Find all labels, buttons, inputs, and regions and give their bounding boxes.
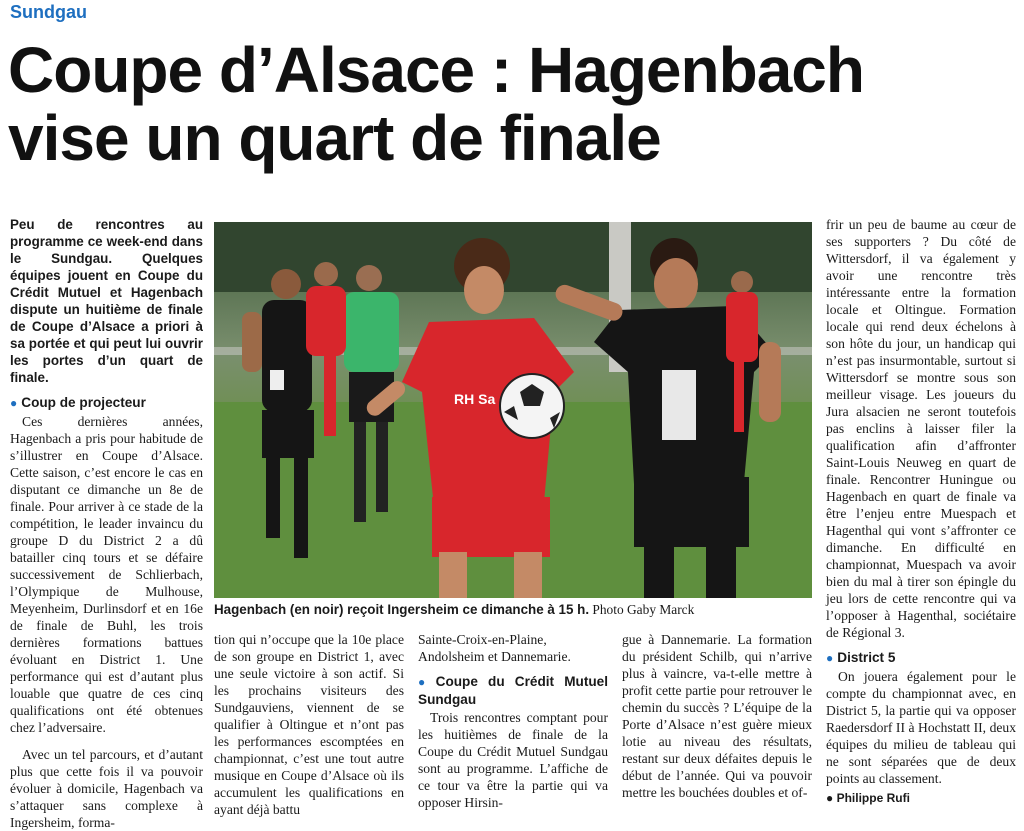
match-photo — [214, 222, 812, 598]
paragraph: On jouera également pour le compte du championnat avec, en District 5, la partie qui va opposer Raedersdorf II à Hochstatt II, deux équipes du milieu de tableau qui ne sont séparées que de deux points au classement. — [826, 669, 1016, 786]
headline-line-1: Coupe d’Alsace : Hagenbach — [8, 34, 864, 106]
headline-line-2: vise un quart de finale — [8, 102, 661, 174]
column-2 — [214, 631, 404, 818]
paragraph: Sainte-Croix-en-Plaine, Andolsheim et Dannemarie. — [418, 632, 571, 664]
section-label: Sundgau — [10, 2, 87, 22]
jersey-text: RH Sa — [454, 391, 496, 407]
subheading-coup-de-projecteur: ● Coup de projecteur — [10, 395, 146, 410]
photo-credit: Photo Gaby Marck — [592, 602, 695, 617]
author: ● Philippe Rufi — [826, 791, 910, 805]
subheading-coupe-credit-mutuel: ● Coupe du Crédit Mutuel Sundgau — [418, 674, 609, 707]
football-action-image — [214, 222, 812, 598]
column-4 — [622, 631, 812, 801]
caption-text: Hagenbach (en noir) reçoit Ingersheim ce dimanche à 15 h. — [214, 602, 590, 617]
paragraph: Avec un tel parcours, et d’autant plus que cette fois il va pouvoir évoluer à domicile, Hagenbach va s’attaquer sans complexe à Ingersheim, forma- — [10, 747, 203, 830]
football — [500, 374, 564, 438]
subheading-district-5: ● District 5 — [826, 650, 896, 665]
headline — [8, 36, 1014, 172]
bullet-icon: ● — [826, 651, 834, 665]
paragraph: Ces dernières années, Hagenbach a pris pour habitude de s’illustrer en Coupe d’Alsace. Cette saison, c’est encore le cas en disputant ce dimanche un 8e de finale. Pour arriver à ce stade de la compétition, le leader invaincu du groupe D du District 2 a dû batailler cinq tours et se défaire successivement de Schlierbach, l’Olympique de Mulhouse, Meyenheim, Durlinsdorf et en 16e de finale de Buhl, les trois dernières formations battues évoluant en District 1. Une performance qui est d’autant plus louable que quatre de ces cinq qualifications ont été obtenues chez l’adversaire. — [10, 414, 203, 735]
bullet-icon: ● — [10, 396, 18, 410]
photo-caption — [214, 602, 812, 618]
paragraph: Trois rencontres comptant pour les huitièmes de finale de la Coupe du Crédit Mutuel Sundgau sont au programme. L’affiche de ce tour va être la partie qui va opposer Hirsin- — [418, 710, 608, 810]
column-3 — [418, 631, 608, 811]
paragraph: tion qui n’occupe que la 10e place de son groupe en District 1, avec une seule victoire à son actif. Si les prochains visiteurs des Sundgauviens, viennent de se qualifier à Oltingue et n’ont pas les performances escomptées en championnat, c’est une tout autre musique en Coupe d’Alsace où ils accumulent les qualifications en ayant déjà battu — [214, 632, 404, 817]
column-5 — [826, 216, 1016, 807]
article-lead: Peu de rencontres au programme ce week-end dans le Sundgau. Quelques équipes jouent en Coupe du Crédit Mutuel et Hagenbach dispute un huitième de finale de Coupe d’Alsace a priori à sa portée et qui peut lui ouvrir les portes d’un quart de finale. — [10, 217, 203, 385]
bullet-icon: ● — [418, 675, 432, 689]
column-1 — [10, 216, 203, 831]
paragraph: frir un peu de baume au cœur de ses supporters ? Du côté de Wittersdorf, il va également y avoir une rencontre très intéressante entre la formation locale et Oltingue. Formation locale qui rend deux échelons à son hôte du jour, un handicap qui n’est pas insurmontable, surtout si Wittersdorf se montre sous son meilleur visage. Les joueurs du Jura alsacien ne seront toutefois pas enclins à laisser filer la qualification afin d’affronter Saint-Louis Neuweg en quart de finale. Rencontrer Huningue ou Hagenbach en quart de finale va être l’enjeu entre Muespach et Hagenthal qui vont s’affronter ce dimanche. En difficulté en championnat, Muespach va avoir bien du mal à tirer son épingle du jeu lors de cette rencontre qui va l’opposer à Hagenthal, sociétaire de Régional 3. — [826, 217, 1016, 640]
paragraph: gue à Dannemarie. La formation du président Schilb, qui n’arrive plus à vaincre, va-t-elle mettre à profit cette partie pour retrouver le chemin du succès ? L’équipe de la Porte d’Alsace n’est guère mieux lotie au niveau des résultats, restant sur deux défaites depuis le début de l’année. Qui va pouvoir mettre les bouchées doubles et of- — [622, 632, 812, 800]
